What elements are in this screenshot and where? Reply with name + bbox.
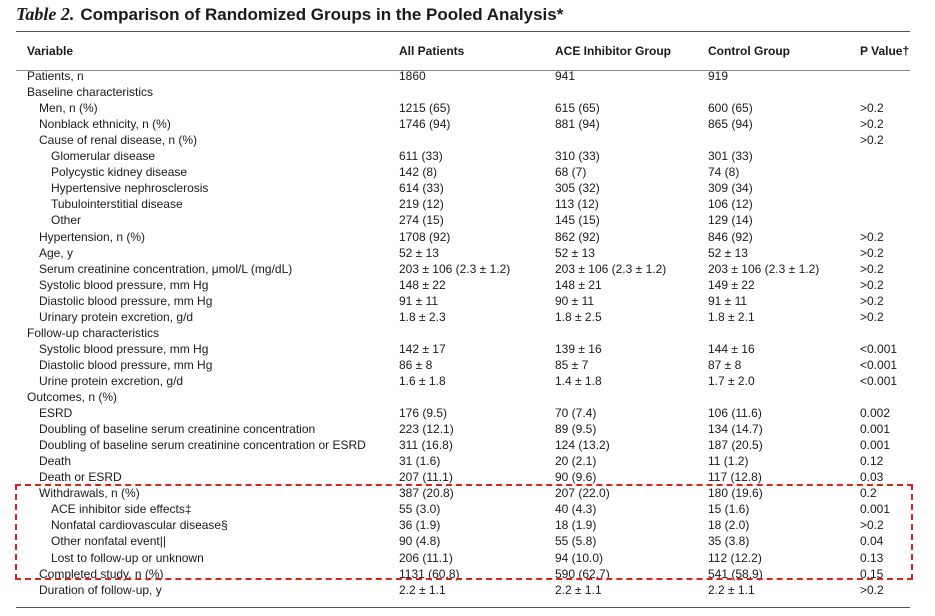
variable-cell: Follow-up characteristics	[27, 325, 160, 340]
variable-cell: Hypertension, n (%)	[39, 229, 146, 244]
table-row	[0, 68, 935, 84]
all-patients-cell: 90 (4.8)	[399, 534, 441, 549]
header-p-value: P Value†	[860, 44, 910, 58]
p-value-cell: 0.001	[860, 502, 891, 517]
all-patients-cell: 1746 (94)	[399, 117, 451, 132]
p-value-cell: 0.04	[860, 534, 884, 549]
ace-group-cell: 590 (62.7)	[555, 566, 610, 581]
p-value-cell: <0.001	[860, 373, 898, 388]
ace-group-cell: 139 ± 16	[555, 341, 602, 356]
p-value-cell: 0.001	[860, 438, 891, 453]
ace-group-cell: 68 (7)	[555, 165, 587, 180]
ace-group-cell: 310 (33)	[555, 149, 600, 164]
table-row	[0, 453, 935, 469]
control-group-cell: 11 (1.2)	[708, 454, 749, 469]
table-row	[0, 229, 935, 245]
table-row	[0, 277, 935, 293]
ace-group-cell: 55 (5.8)	[555, 534, 597, 549]
table-row	[0, 84, 935, 100]
ace-group-cell: 94 (10.0)	[555, 550, 604, 565]
table-row	[0, 357, 935, 373]
variable-cell: Lost to follow-up or unknown	[51, 550, 204, 565]
control-group-cell: 87 ± 8	[708, 357, 742, 372]
table-row	[0, 261, 935, 277]
control-group-cell: 18 (2.0)	[708, 518, 750, 533]
all-patients-cell: 2.2 ± 1.1	[399, 582, 446, 597]
control-group-cell: 1.8 ± 2.1	[708, 309, 755, 324]
control-group-cell: 35 (3.8)	[708, 534, 750, 549]
table-row	[0, 373, 935, 389]
all-patients-cell: 206 (11.1)	[399, 550, 453, 565]
all-patients-cell: 203 ± 106 (2.3 ± 1.2)	[399, 261, 511, 276]
variable-cell: ACE inhibitor side effects‡	[51, 502, 192, 517]
variable-cell: Men, n (%)	[39, 101, 98, 116]
table-row	[0, 180, 935, 196]
variable-cell: Urine protein excretion, g/d	[39, 373, 184, 388]
control-group-cell: 301 (33)	[708, 149, 753, 164]
table-row	[0, 196, 935, 212]
ace-group-cell: 881 (94)	[555, 117, 600, 132]
ace-group-cell: 305 (32)	[555, 181, 600, 196]
ace-group-cell: 145 (15)	[555, 213, 600, 228]
table-row	[0, 550, 935, 566]
ace-group-cell: 20 (2.1)	[555, 454, 597, 469]
control-group-cell: 919	[708, 69, 729, 83]
all-patients-cell: 311 (16.8)	[399, 438, 453, 453]
table-row	[0, 100, 935, 116]
header-ace-inhibitor-group: ACE Inhibitor Group	[555, 44, 671, 58]
all-patients-cell: 142 ± 17	[399, 341, 446, 356]
variable-cell: Polycystic kidney disease	[51, 165, 188, 180]
all-patients-cell: 1708 (92)	[399, 229, 451, 244]
variable-cell: Withdrawals, n (%)	[39, 486, 140, 501]
variable-cell: ESRD	[39, 406, 73, 421]
all-patients-cell: 207 (11.1)	[399, 470, 453, 485]
control-group-cell: 865 (94)	[708, 117, 753, 132]
p-value-cell: >0.2	[860, 133, 884, 148]
table-title	[16, 4, 563, 25]
variable-cell: Serum creatinine concentration, μmol/L (mg/dL)	[39, 261, 293, 276]
table-row	[0, 517, 935, 533]
p-value-cell: 0.15	[860, 566, 884, 581]
control-group-cell: 149 ± 22	[708, 277, 755, 292]
ace-group-cell: 1.8 ± 2.5	[555, 309, 602, 324]
p-value-cell: 0.03	[860, 470, 884, 485]
variable-cell: Diastolic blood pressure, mm Hg	[39, 357, 213, 372]
p-value-cell: >0.2	[860, 101, 884, 116]
p-value-cell: >0.2	[860, 309, 884, 324]
variable-cell: Doubling of baseline serum creatinine concentration	[39, 422, 316, 437]
all-patients-cell: 86 ± 8	[399, 357, 433, 372]
ace-group-cell: 89 (9.5)	[555, 422, 597, 437]
control-group-cell: 15 (1.6)	[708, 502, 750, 517]
ace-group-cell: 40 (4.3)	[555, 502, 597, 517]
p-value-cell: >0.2	[860, 261, 884, 276]
ace-group-cell: 862 (92)	[555, 229, 600, 244]
ace-group-cell: 148 ± 21	[555, 277, 602, 292]
all-patients-cell: 91 ± 11	[399, 293, 439, 308]
ace-group-cell: 207 (22.0)	[555, 486, 610, 501]
all-patients-cell: 31 (1.6)	[399, 454, 441, 469]
all-patients-cell: 52 ± 13	[399, 245, 439, 260]
variable-cell: Outcomes, n (%)	[27, 390, 118, 404]
table-row	[0, 341, 935, 357]
table-row	[0, 533, 935, 549]
all-patients-cell: 1215 (65)	[399, 101, 451, 116]
variable-cell: Death	[39, 454, 72, 469]
control-group-cell: 203 ± 106 (2.3 ± 1.2)	[708, 261, 820, 276]
control-group-cell: 541 (58.9)	[708, 566, 763, 581]
table-row	[0, 164, 935, 180]
control-group-cell: 106 (12)	[708, 197, 753, 212]
p-value-cell: 0.13	[860, 550, 884, 565]
table-label: Table 2.	[16, 4, 75, 24]
p-value-cell: <0.001	[860, 341, 898, 356]
ace-group-cell: 113 (12)	[555, 197, 599, 212]
table-row	[0, 405, 935, 421]
table-row	[0, 582, 935, 598]
variable-cell: Systolic blood pressure, mm Hg	[39, 341, 209, 356]
p-value-cell: <0.001	[860, 357, 898, 372]
table-row	[0, 485, 935, 501]
variable-cell: Glomerular disease	[51, 149, 156, 164]
variable-cell: Other	[51, 213, 82, 228]
variable-cell: Nonblack ethnicity, n (%)	[39, 117, 171, 132]
all-patients-cell: 176 (9.5)	[399, 406, 448, 421]
variable-cell: Hypertensive nephrosclerosis	[51, 181, 209, 196]
all-patients-cell: 1.8 ± 2.3	[399, 309, 446, 324]
control-group-cell: 117 (12.8)	[708, 470, 762, 485]
variable-cell: Age, y	[39, 245, 74, 260]
control-group-cell: 187 (20.5)	[708, 438, 763, 453]
control-group-cell: 52 ± 13	[708, 245, 748, 260]
ace-group-cell: 90 ± 11	[555, 293, 595, 308]
table-row	[0, 309, 935, 325]
table-row	[0, 245, 935, 261]
all-patients-cell: 219 (12)	[399, 197, 444, 212]
p-value-cell: >0.2	[860, 582, 884, 597]
p-value-cell: 0.001	[860, 422, 891, 437]
ace-group-cell: 70 (7.4)	[555, 406, 597, 421]
control-group-cell: 91 ± 11	[708, 293, 748, 308]
top-rule	[16, 31, 910, 32]
ace-group-cell: 90 (9.6)	[555, 470, 597, 485]
ace-group-cell: 1.4 ± 1.8	[555, 373, 602, 388]
control-group-cell: 112 (12.2)	[708, 550, 762, 565]
table-row	[0, 469, 935, 485]
variable-cell: Patients, n	[27, 69, 84, 83]
all-patients-cell: 274 (15)	[399, 213, 444, 228]
p-value-cell: >0.2	[860, 117, 884, 132]
table-row	[0, 421, 935, 437]
ace-group-cell: 615 (65)	[555, 101, 600, 116]
control-group-cell: 2.2 ± 1.1	[708, 582, 755, 597]
ace-group-cell: 85 ± 7	[555, 357, 589, 372]
ace-group-cell: 203 ± 106 (2.3 ± 1.2)	[555, 261, 667, 276]
control-group-cell: 144 ± 16	[708, 341, 755, 356]
all-patients-cell: 1860	[399, 69, 426, 83]
header-control-group: Control Group	[708, 44, 790, 58]
p-value-cell: >0.2	[860, 229, 884, 244]
control-group-cell: 129 (14)	[708, 213, 753, 228]
p-value-cell: >0.2	[860, 293, 884, 308]
table-row	[0, 389, 935, 405]
variable-cell: Baseline characteristics	[27, 85, 154, 100]
control-group-cell: 846 (92)	[708, 229, 753, 244]
control-group-cell: 180 (19.6)	[708, 486, 763, 501]
all-patients-cell: 55 (3.0)	[399, 502, 441, 517]
table-row	[0, 325, 935, 341]
p-value-cell: 0.002	[860, 406, 891, 421]
p-value-cell: 0.2	[860, 486, 877, 501]
variable-cell: Other nonfatal event||	[51, 534, 166, 549]
bottom-rule	[16, 607, 910, 608]
table-row	[0, 566, 935, 582]
table-row	[0, 437, 935, 453]
control-group-cell: 1.7 ± 2.0	[708, 373, 755, 388]
table-row	[0, 212, 935, 228]
all-patients-cell: 387 (20.8)	[399, 486, 454, 501]
all-patients-cell: 142 (8)	[399, 165, 438, 180]
all-patients-cell: 148 ± 22	[399, 277, 446, 292]
all-patients-cell: 611 (33)	[399, 149, 443, 164]
variable-cell: Urinary protein excretion, g/d	[39, 309, 194, 324]
variable-cell: Death or ESRD	[39, 470, 122, 485]
ace-group-cell: 941	[555, 69, 576, 83]
p-value-cell: >0.2	[860, 518, 884, 533]
all-patients-cell: 1131 (60.8)	[399, 566, 460, 581]
variable-cell: Duration of follow-up, y	[39, 582, 162, 597]
variable-cell: Nonfatal cardiovascular disease§	[51, 518, 228, 533]
p-value-cell: >0.2	[860, 245, 884, 260]
control-group-cell: 106 (11.6)	[708, 406, 762, 421]
header-all-patients: All Patients	[399, 44, 465, 58]
all-patients-cell: 614 (33)	[399, 181, 444, 196]
variable-cell: Systolic blood pressure, mm Hg	[39, 277, 209, 292]
all-patients-cell: 223 (12.1)	[399, 422, 454, 437]
ace-group-cell: 52 ± 13	[555, 245, 595, 260]
variable-cell: Completed study, n (%)	[39, 566, 164, 581]
table-row	[0, 116, 935, 132]
control-group-cell: 74 (8)	[708, 165, 740, 180]
variable-cell: Cause of renal disease, n (%)	[39, 133, 198, 148]
all-patients-cell: 36 (1.9)	[399, 518, 441, 533]
table-row	[0, 148, 935, 164]
control-group-cell: 309 (34)	[708, 181, 753, 196]
control-group-cell: 600 (65)	[708, 101, 753, 116]
ace-group-cell: 124 (13.2)	[555, 438, 610, 453]
table-title-text: Comparison of Randomized Groups in the Pooled Analysis*	[80, 5, 564, 24]
ace-group-cell: 18 (1.9)	[555, 518, 597, 533]
variable-cell: Doubling of baseline serum creatinine concentration or ESRD	[39, 438, 366, 453]
p-value-cell: >0.2	[860, 277, 884, 292]
p-value-cell: 0.12	[860, 454, 884, 469]
variable-cell: Tubulointerstitial disease	[51, 197, 183, 212]
header-variable: Variable	[27, 44, 74, 58]
table-row	[0, 132, 935, 148]
control-group-cell: 134 (14.7)	[708, 422, 763, 437]
table-row	[0, 293, 935, 309]
table-row	[0, 501, 935, 517]
variable-cell: Diastolic blood pressure, mm Hg	[39, 293, 213, 308]
ace-group-cell: 2.2 ± 1.1	[555, 582, 602, 597]
all-patients-cell: 1.6 ± 1.8	[399, 373, 446, 388]
